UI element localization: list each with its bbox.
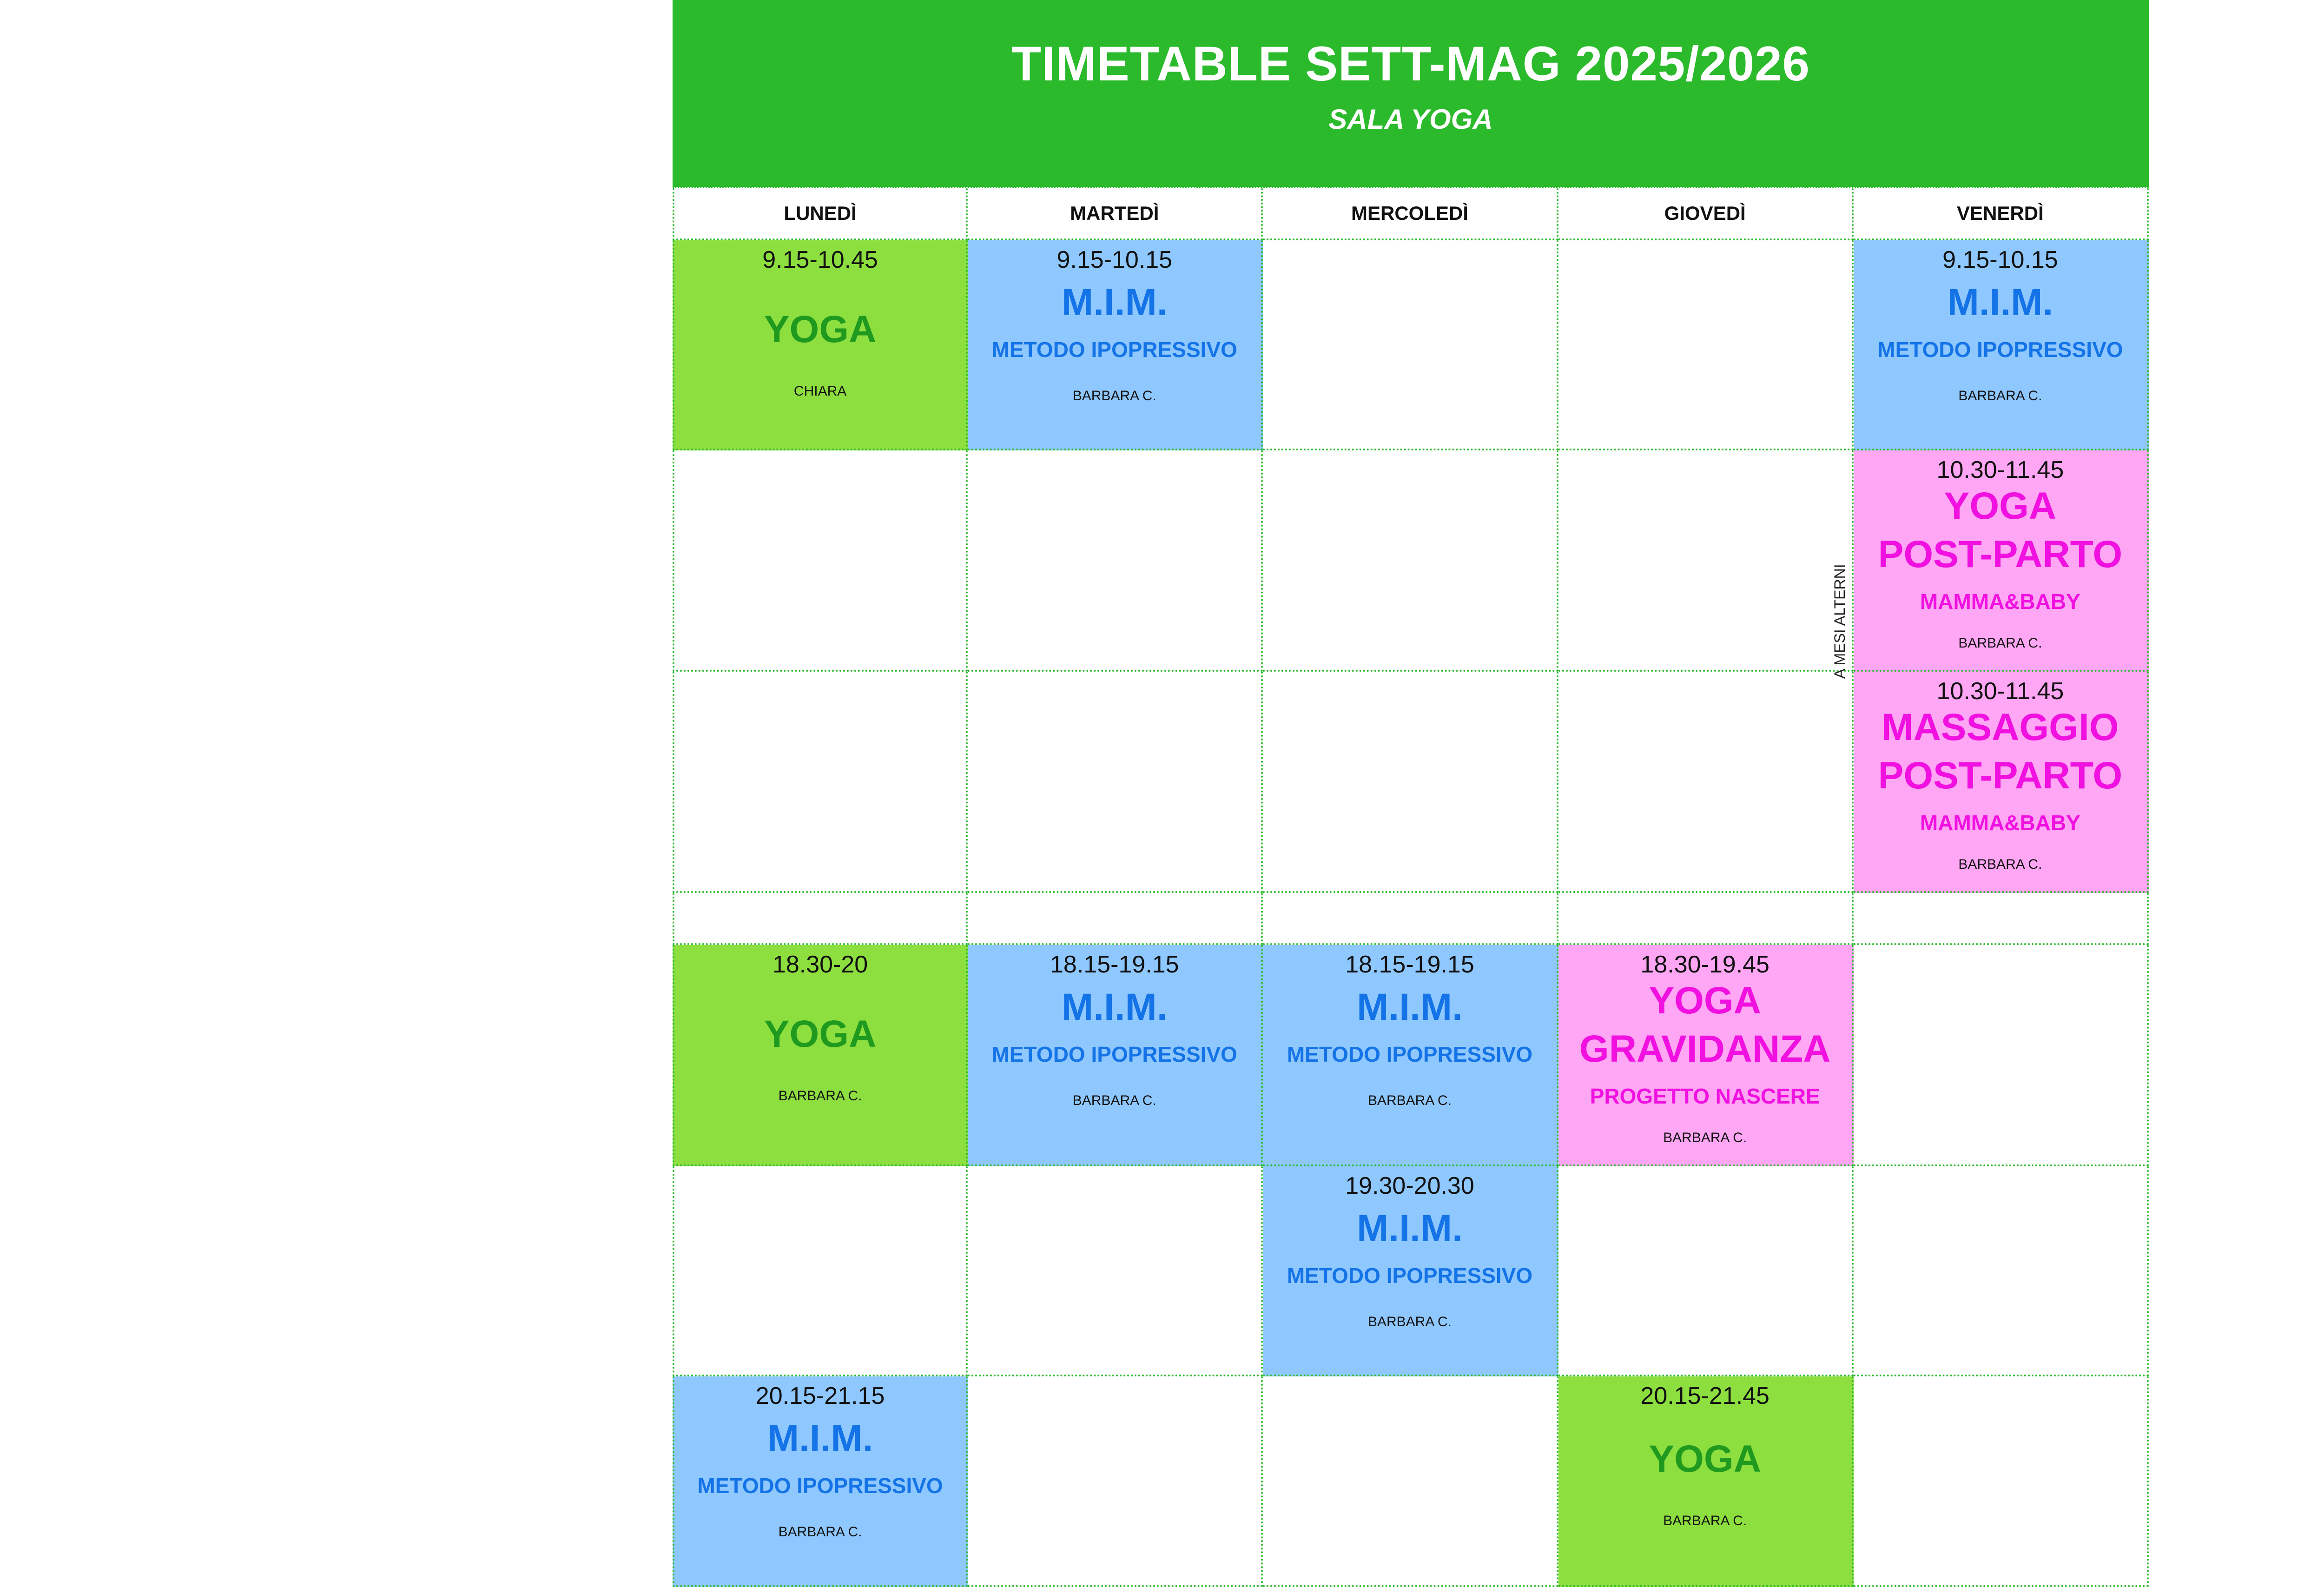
empty-slot [968,450,1263,672]
class-subtitle: METODO IPOPRESSIVO [1287,1263,1533,1288]
day-header-monday: LUNEDÌ [673,188,968,240]
empty-slot [673,672,968,893]
empty-slot [1263,240,1558,450]
class-time: 18.30-20 [772,951,868,978]
class-slot-thu-night [1558,1376,1854,1587]
class-subtitle: METODO IPOPRESSIVO [697,1474,943,1498]
class-slot-tue-evening [968,945,1263,1166]
day-header-friday: VENERDÌ [1854,188,2149,240]
class-subtitle: METODO IPOPRESSIVO [1287,1042,1533,1066]
class-name: YOGA [764,1013,877,1055]
day-header-wednesday: MERCOLEDÌ [1263,188,1558,240]
class-time: 9.15-10.45 [762,246,878,273]
class-time: 9.15-10.15 [1942,246,2058,273]
class-teacher: BARBARA C. [1367,1314,1452,1329]
spacer-slot [1263,893,1558,945]
empty-slot [1854,1166,2149,1376]
class-time: 18.15-19.15 [1050,951,1179,978]
class-name-line1: YOGA [1944,485,2057,527]
class-subtitle: PROGETTO NASCERE [1590,1084,1820,1108]
class-teacher: BARBARA C. [1367,1093,1452,1108]
class-slot-fri-postparto-yoga [1854,450,2149,672]
class-time: 10.30-11.45 [1936,456,2064,483]
empty-slot [1263,1376,1558,1587]
class-teacher: CHIARA [793,384,847,399]
class-teacher: BARBARA C. [1072,388,1156,403]
spacer-slot [1854,893,2149,945]
class-slot-fri-postparto-massage [1854,672,2149,893]
class-slot-mon-morning [673,240,968,450]
class-slot-mon-evening [673,945,968,1166]
class-time: 19.30-20.30 [1345,1172,1474,1199]
class-slot-fri-morning [1854,240,2149,450]
class-slot-tue-morning [968,240,1263,450]
empty-slot [968,1166,1263,1376]
class-name: M.I.M. [1357,986,1463,1028]
empty-slot [968,672,1263,893]
empty-slot [1854,945,2149,1166]
empty-slot [1558,240,1854,450]
empty-slot [1263,450,1558,672]
class-name-line2: POST-PARTO [1878,754,2123,797]
class-slot-thu-evening [1558,945,1854,1166]
class-teacher: BARBARA C. [1663,1513,1747,1528]
class-slot-mon-night [673,1376,968,1587]
class-teacher: BARBARA C. [1663,1130,1747,1145]
empty-slot [673,450,968,672]
class-name: M.I.M. [1061,281,1168,324]
page-title: TIMETABLE SETT-MAG 2025/2026 [1011,37,1810,91]
empty-slot [1558,450,1854,672]
timetable-sheet [673,0,2149,1569]
class-name: M.I.M. [1947,281,2053,324]
class-name: YOGA [764,308,877,350]
day-header-tuesday: MARTEDÌ [968,188,1263,240]
timetable-grid [673,187,2149,1567]
class-name-line2: POST-PARTO [1878,533,2123,575]
class-subtitle: MAMMA&BABY [1920,811,2080,835]
empty-slot [673,1166,968,1376]
class-name: M.I.M. [1061,986,1168,1028]
class-time: 18.15-19.15 [1345,951,1474,978]
empty-slot [968,1376,1263,1587]
class-name-line1: YOGA [1649,979,1761,1022]
class-name: M.I.M. [1357,1207,1463,1250]
class-slot-wed-evening [1263,945,1558,1166]
class-subtitle: METODO IPOPRESSIVO [1877,337,2123,362]
empty-slot [1263,672,1558,893]
empty-slot [1854,1376,2149,1587]
class-time: 20.15-21.15 [755,1382,885,1409]
class-time: 18.30-19.45 [1640,951,1769,978]
class-name: M.I.M. [767,1417,873,1460]
class-time: 9.15-10.15 [1056,246,1173,273]
spacer-slot [673,893,968,945]
class-teacher: BARBARA C. [1958,857,2042,872]
class-time: 20.15-21.45 [1640,1382,1769,1409]
day-header-thursday: GIOVEDÌ [1558,188,1854,240]
class-subtitle: METODO IPOPRESSIVO [991,337,1237,362]
class-teacher: BARBARA C. [1958,635,2042,651]
alternate-months-note: A MESI ALTERNI [1831,564,1848,679]
empty-slot [1558,672,1854,893]
class-teacher: BARBARA C. [778,1524,862,1540]
class-teacher: BARBARA C. [778,1088,862,1104]
spacer-slot [1558,893,1854,945]
class-name-line1: MASSAGGIO [1882,706,2119,748]
class-slot-wed-late [1263,1166,1558,1376]
title-banner [673,0,2149,187]
class-name-line2: GRAVIDANZA [1579,1028,1831,1070]
class-subtitle: MAMMA&BABY [1920,589,2080,614]
empty-slot [1558,1166,1854,1376]
class-teacher: BARBARA C. [1072,1093,1156,1108]
spacer-slot [968,893,1263,945]
room-subtitle: SALA YOGA [1328,104,1493,135]
class-subtitle: METODO IPOPRESSIVO [991,1042,1237,1066]
class-name: YOGA [1649,1438,1761,1480]
class-teacher: BARBARA C. [1958,388,2042,403]
class-time: 10.30-11.45 [1936,678,2064,705]
